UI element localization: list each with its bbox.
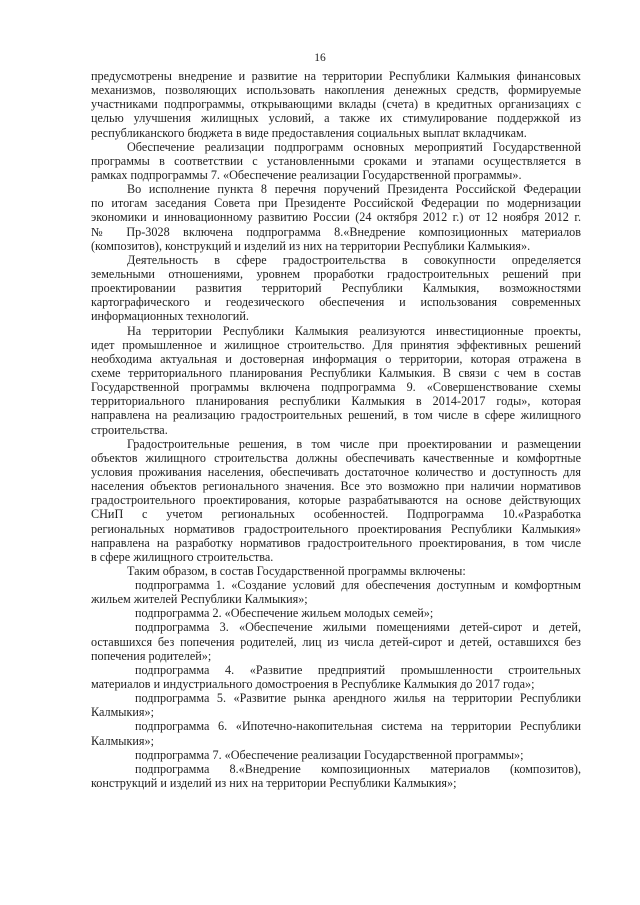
text-line: территориального планирования республики Калмыкия в 2014-2017 годы», которая <box>91 394 581 409</box>
text-line: Обеспечение реализации подпрограмм основных мероприятий Государственной <box>127 139 581 154</box>
text-line: предусмотрены внедрение и развитие на территории Республики Калмыкия финансовых <box>91 69 581 83</box>
text-line: Таким образом, в состав Государственной программы включены: <box>127 563 466 578</box>
list-item <box>91 719 581 747</box>
text-line: схеме территориального планирования Республики Калмыкия. В связи с чем в состав <box>91 365 581 380</box>
text-line: Калмыкия»; <box>91 733 154 748</box>
text-line: строительства. <box>91 422 168 437</box>
text-line: механизмов, позволяющих использовать накопления денежных средств, формируемые <box>91 83 581 98</box>
text-line: объектов жилищного строительства должны обеспечивать качественные и комфортные <box>91 450 581 465</box>
text-line: подпрограмма 8.«Внедрение композиционных материалов (композитов), <box>135 761 581 776</box>
text-line: оставшихся без попечения родителей, лиц из числа детей-сирот и детей, оставшихся без <box>91 634 581 649</box>
text-line: картографического и геодезического обеспечения и использования современных <box>91 295 581 310</box>
paragraph <box>91 140 581 182</box>
text-line: На территории Республики Калмыкия реализуются инвестиционные проекты, <box>127 323 581 338</box>
text-line: Во исполнение пункта 8 перечня поручений Президента Российской Федерации <box>127 182 581 197</box>
text-line: подпрограмма 4. «Развитие предприятий промышленности строительных <box>135 662 581 677</box>
text-line: целью улучшения жилищных условий, а также их стимулирование поддержкой из <box>91 111 581 126</box>
text-line: подпрограмма 5. «Развитие рынка арендного жилья на территории Республики <box>135 691 581 706</box>
list-item <box>91 762 581 790</box>
text-line: направлена на реализацию градостроительных решений, в том числе в сфере жилищного <box>91 408 581 423</box>
list-item <box>91 578 581 606</box>
text-line: градостроительного проектирования, которые разрабатываются на основе действующих <box>91 493 581 508</box>
text-line: Государственной программы включена подпрограмма 9. «Совершенствование схемы <box>91 380 581 395</box>
paragraph <box>91 437 581 564</box>
list-item <box>91 691 581 719</box>
text-line: подпрограмма 1. «Создание условий для обеспечения доступным и комфортным <box>135 578 581 593</box>
text-line: № Пр-3028 включена подпрограмма 8.«Внедрение композиционных материалов <box>91 224 581 239</box>
text-line: участниками подпрограммы, открывающими вклады (счета) в кредитных организациях с <box>91 97 581 112</box>
text-line: экономики и инновационному развитию России (24 октября 2012 г.) от 12 ноября 2012 г. <box>91 210 581 225</box>
text-line: информационных технологий. <box>91 309 249 324</box>
paragraph <box>91 69 581 140</box>
text-line: СНиП с учетом региональных особенностей. Подпрограмма 10.«Разработка <box>91 507 581 522</box>
text-line: конструкций и изделий из них на территории Республики Калмыкия»; <box>91 776 457 791</box>
text-line: подпрограмма 7. «Обеспечение реализации Государственной программы»; <box>135 747 524 762</box>
text-line: рамках подпрограммы 7. «Обеспечение реализации Государственной программы». <box>91 167 522 182</box>
list-item <box>91 606 581 620</box>
text-line: идет промышленное и жилищное строительство. Для принятия эффективных решений <box>91 337 581 352</box>
text-line: попечения родителей»; <box>91 648 212 663</box>
paragraph <box>91 253 581 324</box>
document-body <box>91 69 581 790</box>
text-line: региональных нормативов градостроительного проектирования Республики Калмыкия» <box>91 521 581 536</box>
list-item <box>91 620 581 662</box>
text-line: (композитов), конструкций и изделий из них на территории Республики Калмыкия». <box>91 238 531 253</box>
text-line: Калмыкия»; <box>91 705 154 720</box>
page-number: 16 <box>314 52 326 64</box>
paragraph <box>91 564 581 578</box>
text-line: жильем жителей Республики Калмыкия»; <box>91 592 308 607</box>
text-line: подпрограмма 6. «Ипотечно-накопительная система на территории Республики <box>135 719 581 734</box>
text-line: Деятельность в сфере градостроительства в совокупности определяется <box>127 252 581 267</box>
text-line: программы в соответствии с установленными сроками и этапами осуществляется в <box>91 153 581 168</box>
text-line: в сфере жилищного строительства. <box>91 549 274 564</box>
paragraph <box>91 324 581 437</box>
text-line: по итогам заседания Совета при Президенте Российской Федерации по модернизации <box>91 196 581 211</box>
text-line: земельными отношениями, уровнем проработки градостроительных решений при <box>91 266 581 281</box>
text-line: республиканского бюджета в виде предоставления социальных выплат вкладчикам. <box>91 125 527 140</box>
text-line: подпрограмма 2. «Обеспечение жильем молодых семей»; <box>135 606 434 621</box>
paragraph <box>91 182 581 253</box>
text-line: направлена на разработку нормативов градостроительного проектирования, в том числе <box>91 535 581 550</box>
text-line: проектировании развития территорий Республики Калмыкия, возможностями <box>91 281 581 296</box>
text-line: подпрограмма 3. «Обеспечение жилыми помещениями детей-сирот и детей, <box>135 620 581 635</box>
text-line: материалов и индустриального домостроения в Республике Калмыкия до 2017 года»; <box>91 677 535 692</box>
list-item <box>91 748 581 762</box>
text-line: населения объектов регионального значения. Все это возможно при наличии нормативов <box>91 479 581 494</box>
text-line: условия проживания населения, обеспечивать достаточное количество и доступность для <box>91 464 581 479</box>
text-line: Градостроительные решения, в том числе при проектировании и размещении <box>127 436 581 451</box>
list-item <box>91 663 581 691</box>
text-line: необходима актуальная и достоверная информация о территории, которая отражена в <box>91 351 581 366</box>
